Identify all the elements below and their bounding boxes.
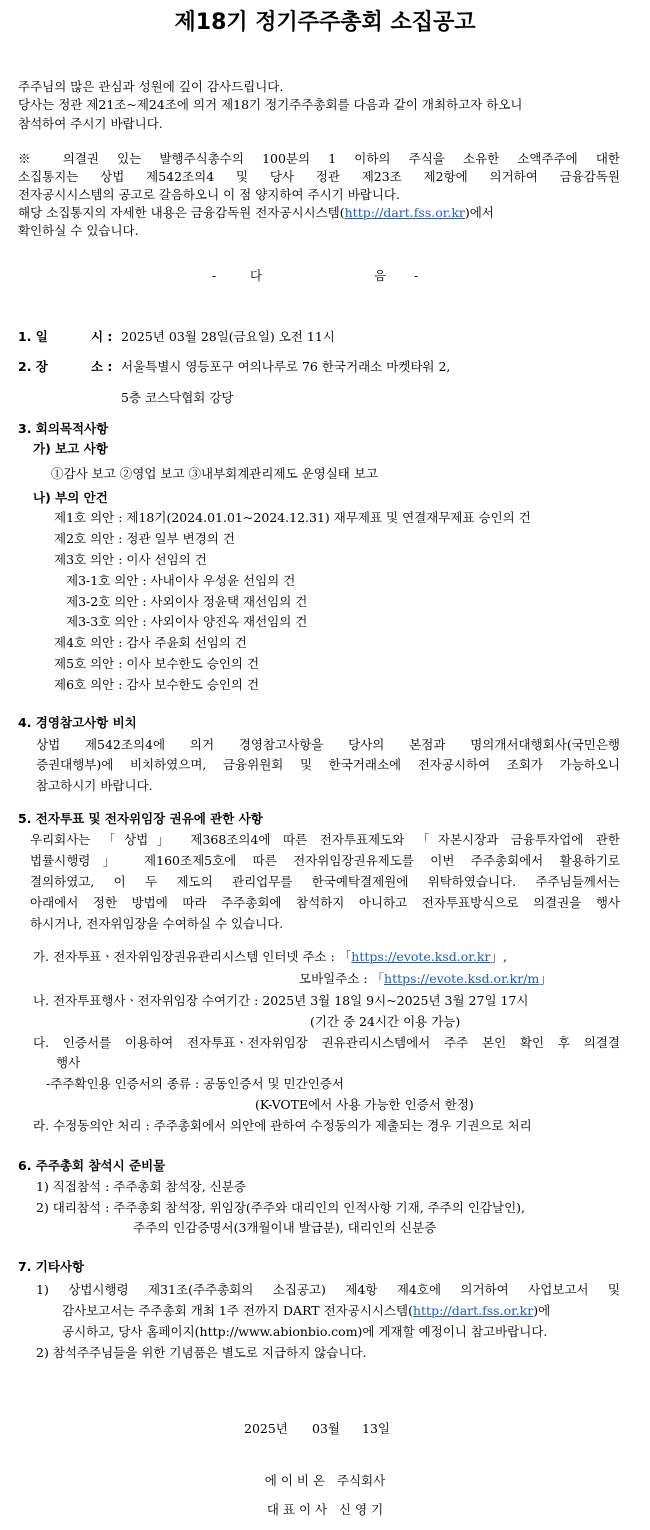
section-4-line-1: 상법 제542조의4에 의거 경영참고사항을 당사의 본점과 명의개서대행회사(국민은행 — [36, 737, 620, 752]
agenda-item-2: 제2호 의안 : 정관 일부 변경의 건 — [54, 531, 235, 546]
evote-mobile-line — [299, 970, 552, 988]
evote-cert-types: -주주확인용 인증서의 종류 : 공동인증서 및 민간인증서 — [46, 1076, 344, 1091]
prep-proxy-line-2: 주주의 인감증명서(3개월이내 발급분), 대리인의 신분증 — [133, 1220, 437, 1235]
dart-link[interactable]: http://dart.fss.or.kr — [344, 205, 465, 220]
notice-line-4-suffix: )에서 — [464, 205, 494, 220]
notice-line-4 — [18, 204, 494, 222]
dart-link-2[interactable]: http://dart.fss.or.kr — [412, 1303, 534, 1318]
prep-proxy: 2) 대리참석 : 주주총회 참석장, 위임장(주주와 대리인의 인적사항 기재, 주주의 인감날인), — [36, 1200, 525, 1215]
misc-line-1: 1) 상법시행령 제31조(주주총회의 소집공고) 제4항 제4호에 의거하여 사업보고서 및 — [36, 1282, 620, 1297]
intro-line-3: 참석하여 주시기 바랍니다. — [18, 116, 163, 131]
meeting-place: 서울특별시 영등포구 여의나루로 76 한국거래소 마켓타워 2, — [121, 359, 451, 374]
meeting-place-line-2: 5층 코스닥협회 강당 — [121, 390, 234, 405]
notice-date-month: 03월 — [312, 1421, 340, 1436]
misc-line-2 — [62, 1302, 550, 1320]
agenda-item-6: 제6호 의안 : 감사 보수한도 승인의 건 — [54, 677, 260, 692]
notice-line-3: 전자공시시스템의 공고로 갈음하오니 이 점 양지하여 주시기 바랍니다. — [18, 187, 400, 202]
page-title: 제18기 정기주주총회 소집공고 — [174, 10, 476, 35]
notice-date-year: 2025년 — [244, 1421, 288, 1436]
misc-line-2-suffix: )에 — [533, 1303, 551, 1318]
misc-line-3: 공시하고, 당사 홈페이지(http://www.abionbio.com)에 게재할 예정이니 참고바랍니다. — [62, 1324, 548, 1339]
prep-direct: 1) 직접참석 : 주주총회 참석장, 신분증 — [36, 1179, 246, 1194]
da-eum-dash-left: - — [212, 268, 217, 283]
evote-url-line — [33, 948, 507, 966]
notice-line-4-prefix: 해당 소집통지의 자세한 내용은 금융감독원 전자공시시스템( — [18, 205, 345, 220]
evote-auth-line-1: 다. 인증서를 이용하여 전자투표ㆍ전자위임장 권유관리시스템에서 주주 본인 확인 후 의결결 — [33, 1035, 620, 1050]
da-eum-dash-right: - — [414, 268, 419, 283]
agenda-item-5: 제5호 의안 : 이사 보수한도 승인의 건 — [54, 656, 260, 671]
agenda-item-4: 제4호 의안 : 감사 주윤회 선임의 건 — [54, 635, 247, 650]
notice-date-day: 13일 — [362, 1421, 390, 1436]
notice-line-5: 확인하실 수 있습니다. — [18, 223, 139, 238]
section-2-number: 2. 장 — [18, 359, 48, 374]
agenda-item-3: 제3호 의안 : 이사 선임의 건 — [54, 552, 207, 567]
agenda-item-3-1: 제3-1호 의안 : 사내이사 우성윤 선임의 건 — [66, 573, 296, 588]
evote-cert-note: (K-VOTE에서 사용 가능한 인증서 한정) — [255, 1097, 474, 1112]
agenda-item-1: 제1호 의안 : 제18기(2024.01.01~2024.12.31) 재무제표 및 연결재무제표 승인의 건 — [54, 510, 531, 525]
agenda-item-3-2: 제3-2호 의안 : 사외이사 정윤택 재선임의 건 — [66, 594, 308, 609]
section-2-label-end: 소 : — [91, 359, 113, 374]
section-5-line-1: 우리회사는 「상법」 제368조의4에 따른 전자투표제도와 「자본시장과 금융투자업에 관한 — [30, 832, 620, 847]
report-items: ①감사 보고 ②영업 보고 ③내부회계관리제도 운영실태 보고 — [51, 466, 378, 481]
evote-mobile-suffix: 」 — [539, 971, 552, 986]
notice-line-2: 소집통지는 상법 제542조의4 및 당사 정관 제23조 제2항에 의거하여 금융감독원 — [18, 169, 620, 184]
ceo-name: 대 표 이 사 신 영 기 — [266, 1502, 384, 1517]
section-4-line-3: 참고하시기 바랍니다. — [36, 778, 153, 793]
evote-period-note: (기간 중 24시간 이용 가능) — [310, 1014, 461, 1029]
evote-amendment: 라. 수정동의안 처리 : 주주총회에서 의안에 관하여 수정동의가 제출되는 경우 기권으로 처리 — [33, 1118, 532, 1133]
report-items-heading: 가) 보고 사항 — [33, 441, 108, 456]
section-4-heading: 4. 경영참고사항 비치 — [18, 715, 137, 730]
section-3-heading: 3. 회의목적사항 — [18, 421, 109, 436]
section-5-line-4: 아래에서 정한 방법에 따라 주주총회에 참석하지 아니하고 전자투표방식으로 의결권을 행사 — [30, 895, 620, 910]
agenda-item-3-3: 제3-3호 의안 : 사외이사 양진옥 재선임의 건 — [66, 614, 308, 629]
da-eum-eum: 음 — [374, 268, 387, 283]
meeting-datetime: 2025년 03월 28일(금요일) 오전 11시 — [121, 329, 335, 344]
misc-line-4: 2) 참석주주님들을 위한 기념품은 별도로 지급하지 않습니다. — [36, 1345, 367, 1360]
company-name: 에 이 비 온 주식회사 — [264, 1473, 386, 1488]
evote-period: 나. 전자투표행사ㆍ전자위임장 수여기간 : 2025년 3월 18일 9시~2025년 3월 27일 17시 — [33, 993, 529, 1008]
evote-auth-line-2: 행사 — [56, 1055, 81, 1070]
section-5-line-3: 결의하였고, 이 두 제도의 관리업무를 한국예탁결제원에 위탁하였습니다. 주주님들께서는 — [30, 874, 620, 889]
evote-url-prefix: 가. 전자투표ㆍ전자위임장권유관리시스템 인터넷 주소 : 「 — [33, 949, 352, 964]
evote-url-suffix: 」, — [490, 949, 507, 964]
agenda-heading: 나) 부의 안건 — [33, 490, 108, 505]
section-4-line-2: 증권대행부)에 비치하였으며, 금융위원회 및 한국거래소에 전자공시하여 조회가 가능하오니 — [36, 757, 620, 772]
evote-mobile-prefix: 모바일주소 : 「 — [299, 971, 385, 986]
evote-link[interactable]: https://evote.ksd.or.kr — [351, 949, 491, 964]
section-5-heading: 5. 전자투표 및 전자위임장 권유에 관한 사항 — [18, 811, 263, 826]
section-7-heading: 7. 기타사항 — [18, 1259, 85, 1274]
misc-line-2-prefix: 감사보고서는 주주총회 개최 1주 전까지 DART 전자공시시스템( — [62, 1303, 413, 1318]
da-eum-da: 다 — [250, 268, 263, 283]
intro-line-1: 주주님의 많은 관심과 성원에 깊이 감사드립니다. — [18, 79, 284, 94]
section-1-label-end: 시 : — [91, 329, 113, 344]
section-5-line-2: 법률시행령」 제160조제5호에 따른 전자위임장권유제도를 이번 주주총회에서 활용하기로 — [30, 853, 620, 868]
section-1-number: 1. 일 — [18, 329, 48, 344]
evote-mobile-link[interactable]: https://evote.ksd.or.kr/m — [384, 971, 540, 986]
section-5-line-5: 하시거나, 전자위임장을 수여하실 수 있습니다. — [30, 916, 284, 931]
notice-line-1: ※ 의결권 있는 발행주식총수의 100분의 1 이하의 주식을 소유한 소액주주에 대한 — [18, 151, 620, 166]
section-6-heading: 6. 주주총회 참석시 준비물 — [18, 1158, 166, 1173]
intro-line-2: 당사는 정관 제21조~제24조에 의거 제18기 정기주주총회를 다음과 같이 개최하고자 하오니 — [18, 97, 523, 112]
